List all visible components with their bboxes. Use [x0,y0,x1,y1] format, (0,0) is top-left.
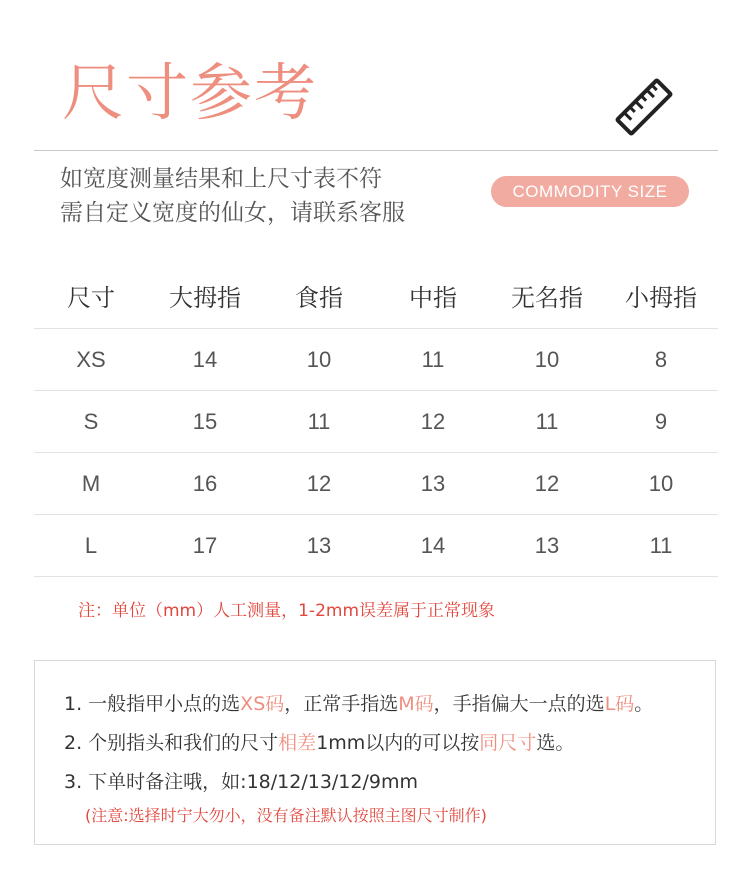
column-header: 尺寸 [34,262,148,329]
table-row [34,515,718,577]
instruction-text: ，手指偏大一点的选 [433,693,605,715]
table-cell: 11 [376,329,490,391]
table-cell: 13 [490,515,604,577]
instruction-line-1 [64,689,653,716]
table-cell: M [34,453,148,515]
table-cell: 14 [148,329,262,391]
measurement-note: 注：单位（mm）人工测量，1-2mm误差属于正常现象 [78,601,496,621]
table-cell: 12 [490,453,604,515]
column-header: 大拇指 [148,262,262,329]
instruction-text: 1. 一般指甲小点的选 [64,693,241,715]
instruction-highlight: 相差 [278,732,317,754]
table-cell: 16 [148,453,262,515]
instruction-text: 选。 [536,732,575,754]
table-cell: 10 [490,329,604,391]
subtitle-line-1: 如宽度测量结果和上尺寸表不符 [60,166,382,192]
table-cell: 9 [604,391,718,453]
table-cell: 15 [148,391,262,453]
size-table [34,262,718,577]
table-row [34,453,718,515]
table-cell: 12 [376,391,490,453]
table-cell: XS [34,329,148,391]
instruction-highlight: 同尺寸 [479,732,537,754]
instruction-text: 1mm以内的可以按 [316,732,480,754]
column-header: 食指 [262,262,376,329]
instruction-warning: (注意:选择时宁大勿小，没有备注默认按照主图尺寸制作) [85,806,487,825]
instruction-text: ，正常手指选 [284,693,399,715]
table-cell: 10 [604,453,718,515]
instruction-line-3: 3. 下单时备注哦，如:18/12/13/12/9mm [64,771,418,793]
table-cell: 13 [376,453,490,515]
table-cell: 12 [262,453,376,515]
table-cell: 11 [490,391,604,453]
commodity-size-badge: COMMODITY SIZE [491,176,689,207]
page-title: 尺寸参考 [62,56,319,129]
table-cell: 8 [604,329,718,391]
instructions-box [34,660,716,845]
table-cell: 11 [604,515,718,577]
table-row [34,391,718,453]
instruction-line-2 [64,728,574,755]
instruction-text: 2. 个别指头和我们的尺寸 [64,732,279,754]
column-header: 小拇指 [604,262,718,329]
column-header: 无名指 [490,262,604,329]
instruction-highlight: XS码 [240,693,285,715]
table-cell: 14 [376,515,490,577]
subtitle [60,162,405,230]
ruler-icon [614,78,674,136]
instruction-highlight: M码 [398,693,434,715]
table-cell: 10 [262,329,376,391]
column-header: 中指 [376,262,490,329]
table-cell: 11 [262,391,376,453]
table-cell: 17 [148,515,262,577]
header-divider [34,150,718,151]
table-cell: 13 [262,515,376,577]
subtitle-line-2: 需自定义宽度的仙女，请联系客服 [60,200,405,226]
table-cell: L [34,515,148,577]
table-cell: S [34,391,148,453]
instruction-text: 。 [634,693,654,715]
table-header-row [34,262,718,329]
instruction-highlight: L码 [604,693,635,715]
table-row [34,329,718,391]
